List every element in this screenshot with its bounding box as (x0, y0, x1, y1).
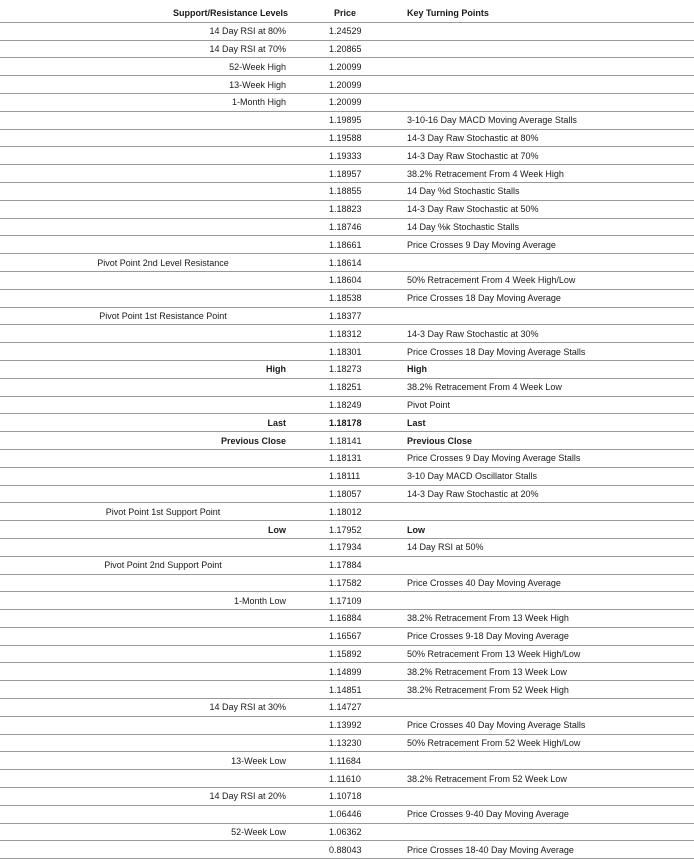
table-row (0, 663, 694, 681)
table-row (0, 360, 694, 378)
turning-point-cell: High (404, 360, 694, 378)
level-cell (0, 627, 326, 645)
price-cell: 1.18249 (326, 396, 404, 414)
level-cell: Low (0, 521, 326, 539)
turning-point-cell: Price Crosses 40 Day Moving Average Stalls (404, 716, 694, 734)
turning-point-cell (404, 76, 694, 94)
price-cell: 1.13230 (326, 734, 404, 752)
price-cell: 1.19588 (326, 129, 404, 147)
level-cell (0, 449, 326, 467)
turning-point-cell: 50% Retracement From 4 Week High/Low (404, 271, 694, 289)
price-cell: 1.14899 (326, 663, 404, 681)
table-row (0, 449, 694, 467)
level-cell (0, 663, 326, 681)
table-row (0, 556, 694, 574)
price-cell: 1.18957 (326, 165, 404, 183)
price-cell: 1.17884 (326, 556, 404, 574)
table-row (0, 645, 694, 663)
price-cell: 0.88043 (326, 841, 404, 859)
turning-point-cell: 50% Retracement From 52 Week High/Low (404, 734, 694, 752)
table-row (0, 841, 694, 859)
turning-point-cell: 38.2% Retracement From 52 Week Low (404, 770, 694, 788)
price-cell: 1.15892 (326, 645, 404, 663)
turning-point-cell: 38.2% Retracement From 52 Week High (404, 681, 694, 699)
level-cell: Previous Close (0, 432, 326, 450)
turning-point-cell: 14 Day %k Stochastic Stalls (404, 218, 694, 236)
turning-point-cell (404, 254, 694, 272)
turning-point-cell (404, 40, 694, 58)
turning-point-cell: Price Crosses 18-40 Day Moving Average (404, 841, 694, 859)
turning-point-cell: 14-3 Day Raw Stochastic at 50% (404, 200, 694, 218)
turning-point-cell: 14-3 Day Raw Stochastic at 70% (404, 147, 694, 165)
turning-point-cell: 14-3 Day Raw Stochastic at 30% (404, 325, 694, 343)
level-cell: 1-Month Low (0, 592, 326, 610)
price-cell: 1.24529 (326, 22, 404, 40)
level-cell (0, 147, 326, 165)
price-cell: 1.11610 (326, 770, 404, 788)
price-cell: 1.16884 (326, 610, 404, 628)
turning-point-cell (404, 699, 694, 717)
table-row (0, 76, 694, 94)
table-row (0, 58, 694, 76)
level-cell (0, 485, 326, 503)
turning-point-cell: Price Crosses 18 Day Moving Average (404, 289, 694, 307)
table-row (0, 432, 694, 450)
turning-point-cell (404, 556, 694, 574)
level-cell (0, 200, 326, 218)
turning-point-cell: Low (404, 521, 694, 539)
level-cell: Pivot Point 2nd Level Resistance (0, 254, 326, 272)
turning-point-cell: Price Crosses 18 Day Moving Average Stalls (404, 343, 694, 361)
price-cell: 1.18823 (326, 200, 404, 218)
level-cell (0, 574, 326, 592)
turning-point-cell (404, 752, 694, 770)
turning-point-cell (404, 307, 694, 325)
level-cell: 52-Week Low (0, 823, 326, 841)
table-row (0, 805, 694, 823)
level-cell (0, 111, 326, 129)
price-cell: 1.18273 (326, 360, 404, 378)
table-body (0, 22, 694, 858)
turning-point-cell: Last (404, 414, 694, 432)
turning-point-cell: 3-10-16 Day MACD Moving Average Stalls (404, 111, 694, 129)
price-cell: 1.18111 (326, 467, 404, 485)
table-row (0, 22, 694, 40)
support-resistance-table (0, 5, 694, 859)
turning-point-cell: 3-10 Day MACD Oscillator Stalls (404, 467, 694, 485)
table-row (0, 271, 694, 289)
table-row (0, 716, 694, 734)
table-row (0, 147, 694, 165)
level-cell: 13-Week Low (0, 752, 326, 770)
price-cell: 1.20099 (326, 93, 404, 111)
table-row (0, 254, 694, 272)
price-cell: 1.10718 (326, 788, 404, 806)
turning-point-cell: 14 Day %d Stochastic Stalls (404, 182, 694, 200)
table-row (0, 307, 694, 325)
table-row (0, 236, 694, 254)
price-cell: 1.20099 (326, 76, 404, 94)
price-cell: 1.19895 (326, 111, 404, 129)
table-row (0, 378, 694, 396)
turning-point-cell: 14 Day RSI at 50% (404, 538, 694, 556)
level-cell (0, 734, 326, 752)
level-cell (0, 467, 326, 485)
price-cell: 1.18012 (326, 503, 404, 521)
price-cell: 1.18178 (326, 414, 404, 432)
price-cell: 1.06362 (326, 823, 404, 841)
price-cell: 1.19333 (326, 147, 404, 165)
turning-point-cell: 38.2% Retracement From 13 Week Low (404, 663, 694, 681)
table-row (0, 343, 694, 361)
level-cell (0, 681, 326, 699)
turning-point-cell: Price Crosses 9 Day Moving Average Stalls (404, 449, 694, 467)
level-cell: Pivot Point 1st Resistance Point (0, 307, 326, 325)
table-row (0, 734, 694, 752)
level-cell: 14 Day RSI at 70% (0, 40, 326, 58)
table-header-row (0, 5, 694, 22)
level-cell: 14 Day RSI at 30% (0, 699, 326, 717)
table-row (0, 325, 694, 343)
header-price: Price (326, 5, 404, 22)
level-cell: 14 Day RSI at 80% (0, 22, 326, 40)
table-row (0, 538, 694, 556)
price-cell: 1.18538 (326, 289, 404, 307)
level-cell: 13-Week High (0, 76, 326, 94)
level-cell: 1-Month High (0, 93, 326, 111)
turning-point-cell (404, 503, 694, 521)
turning-point-cell: 38.2% Retracement From 4 Week High (404, 165, 694, 183)
table-row (0, 93, 694, 111)
turning-point-cell: Previous Close (404, 432, 694, 450)
table-row (0, 182, 694, 200)
level-cell (0, 343, 326, 361)
turning-point-cell: Pivot Point (404, 396, 694, 414)
price-cell: 1.17582 (326, 574, 404, 592)
price-cell: 1.18301 (326, 343, 404, 361)
table-row (0, 699, 694, 717)
table-row (0, 218, 694, 236)
price-cell: 1.18057 (326, 485, 404, 503)
turning-point-cell: Price Crosses 9 Day Moving Average (404, 236, 694, 254)
table-row (0, 521, 694, 539)
level-cell (0, 645, 326, 663)
level-cell (0, 610, 326, 628)
level-cell (0, 325, 326, 343)
price-cell: 1.18855 (326, 182, 404, 200)
table-row (0, 574, 694, 592)
turning-point-cell (404, 592, 694, 610)
price-cell: 1.14851 (326, 681, 404, 699)
level-cell (0, 218, 326, 236)
table-row (0, 485, 694, 503)
price-cell: 1.17952 (326, 521, 404, 539)
level-cell (0, 805, 326, 823)
table-row (0, 414, 694, 432)
price-cell: 1.18661 (326, 236, 404, 254)
price-cell: 1.14727 (326, 699, 404, 717)
table-row (0, 129, 694, 147)
price-cell: 1.16567 (326, 627, 404, 645)
level-cell (0, 716, 326, 734)
turning-point-cell: Price Crosses 9-40 Day Moving Average (404, 805, 694, 823)
table-row (0, 610, 694, 628)
table-row (0, 40, 694, 58)
level-cell: 14 Day RSI at 20% (0, 788, 326, 806)
table-row (0, 165, 694, 183)
turning-point-cell: 14-3 Day Raw Stochastic at 80% (404, 129, 694, 147)
table-row (0, 200, 694, 218)
price-cell: 1.18614 (326, 254, 404, 272)
level-cell (0, 289, 326, 307)
price-cell: 1.06446 (326, 805, 404, 823)
price-cell: 1.13992 (326, 716, 404, 734)
turning-point-cell: 14-3 Day Raw Stochastic at 20% (404, 485, 694, 503)
turning-point-cell: 50% Retracement From 13 Week High/Low (404, 645, 694, 663)
table-row (0, 788, 694, 806)
price-cell: 1.20865 (326, 40, 404, 58)
turning-point-cell (404, 823, 694, 841)
price-cell: 1.20099 (326, 58, 404, 76)
price-cell: 1.18251 (326, 378, 404, 396)
table-row (0, 823, 694, 841)
level-cell (0, 396, 326, 414)
turning-point-cell: Price Crosses 40 Day Moving Average (404, 574, 694, 592)
turning-point-cell: Price Crosses 9-18 Day Moving Average (404, 627, 694, 645)
header-levels: Support/Resistance Levels (0, 5, 326, 22)
level-cell (0, 165, 326, 183)
level-cell (0, 378, 326, 396)
table-row (0, 592, 694, 610)
table-row (0, 627, 694, 645)
level-cell: 52-Week High (0, 58, 326, 76)
level-cell: High (0, 360, 326, 378)
price-cell: 1.18131 (326, 449, 404, 467)
price-cell: 1.17934 (326, 538, 404, 556)
table-row (0, 289, 694, 307)
price-cell: 1.18312 (326, 325, 404, 343)
turning-point-cell: 38.2% Retracement From 4 Week Low (404, 378, 694, 396)
price-cell: 1.18141 (326, 432, 404, 450)
table-row (0, 111, 694, 129)
level-cell (0, 182, 326, 200)
turning-point-cell (404, 788, 694, 806)
level-cell (0, 236, 326, 254)
header-turning-points: Key Turning Points (404, 5, 694, 22)
table-row (0, 681, 694, 699)
price-cell: 1.17109 (326, 592, 404, 610)
level-cell (0, 538, 326, 556)
table-row (0, 752, 694, 770)
price-cell: 1.18377 (326, 307, 404, 325)
level-cell: Last (0, 414, 326, 432)
level-cell (0, 841, 326, 859)
turning-point-cell (404, 22, 694, 40)
table-row (0, 770, 694, 788)
level-cell: Pivot Point 2nd Support Point (0, 556, 326, 574)
price-cell: 1.11684 (326, 752, 404, 770)
level-cell (0, 770, 326, 788)
turning-point-cell (404, 58, 694, 76)
price-cell: 1.18746 (326, 218, 404, 236)
table-row (0, 467, 694, 485)
turning-point-cell (404, 93, 694, 111)
level-cell (0, 271, 326, 289)
price-cell: 1.18604 (326, 271, 404, 289)
level-cell: Pivot Point 1st Support Point (0, 503, 326, 521)
turning-point-cell: 38.2% Retracement From 13 Week High (404, 610, 694, 628)
table-row (0, 396, 694, 414)
level-cell (0, 129, 326, 147)
table-row (0, 503, 694, 521)
